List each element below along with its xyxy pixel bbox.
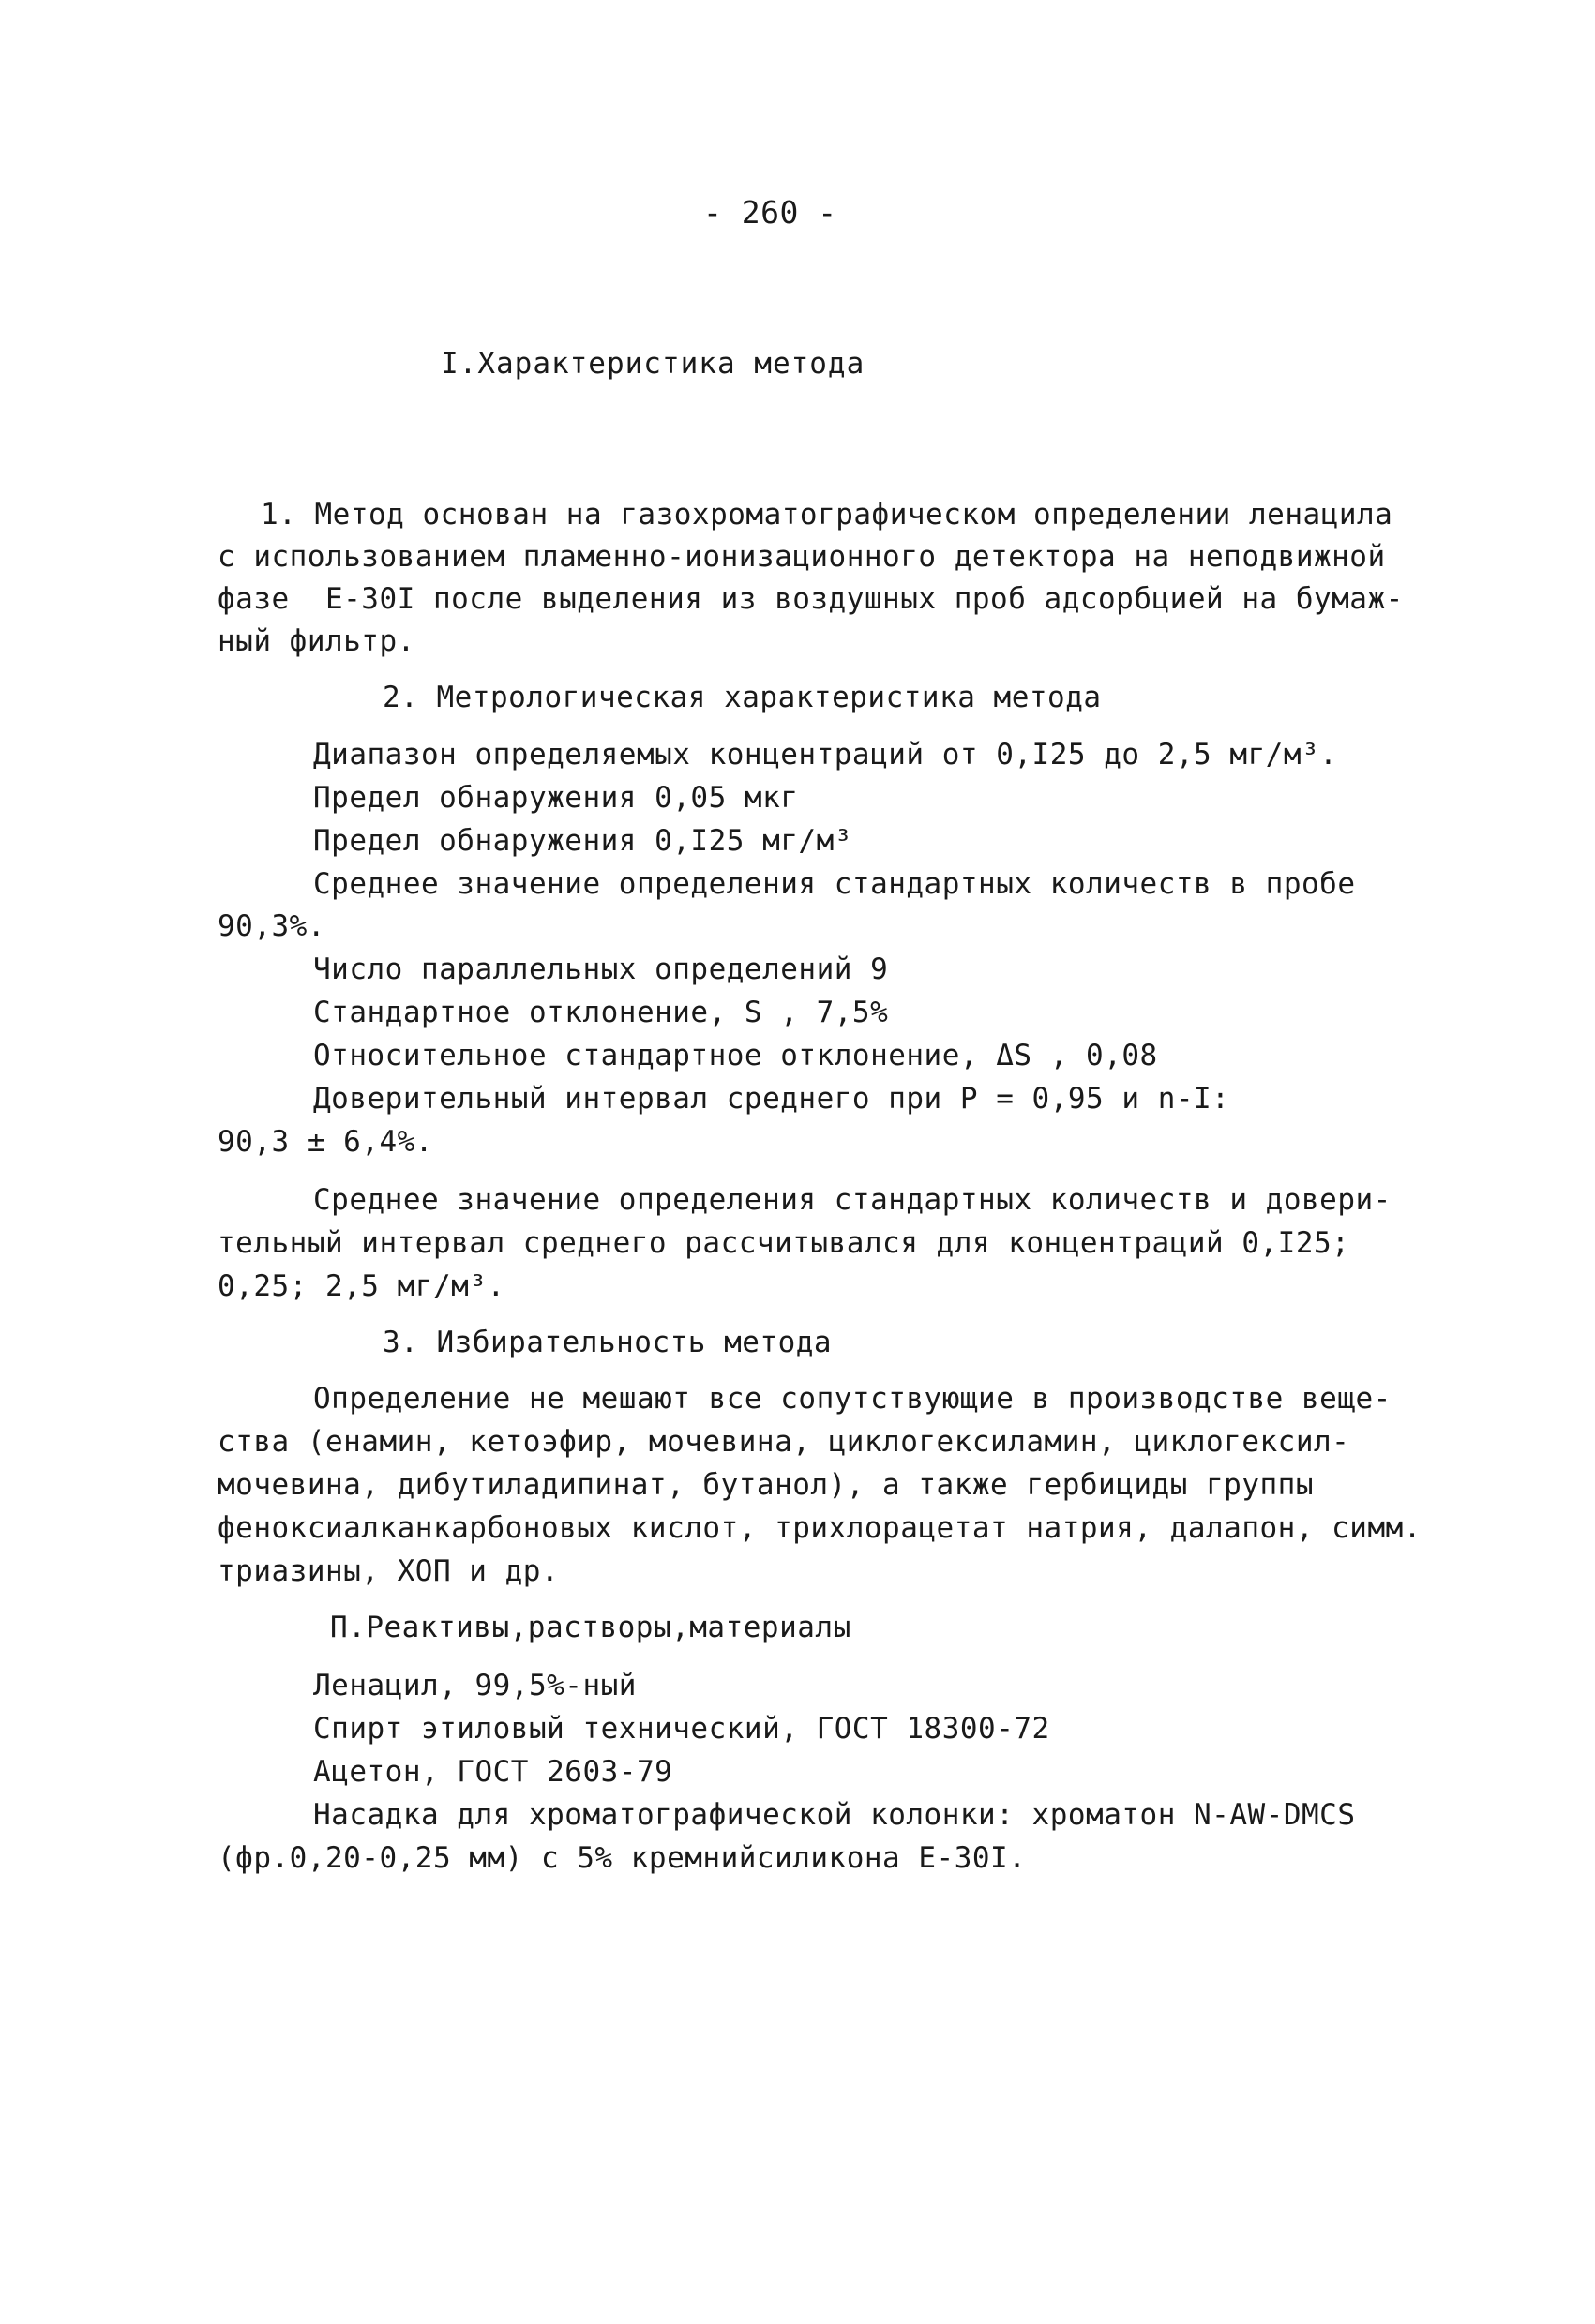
selectivity-line: мочевина, дибутиладипинат, бутанол), а также гербициды группы	[218, 1468, 1314, 1502]
metrology-line: 90,3%.	[218, 909, 325, 943]
mean-paragraph-line: Среднее значение определения стандартных количеств и довери-	[313, 1183, 1392, 1217]
reagent-line: Спирт этиловый технический, ГОСТ 18300-72	[313, 1712, 1050, 1746]
metrology-line: Предел обнаружения 0,05 мкг	[313, 781, 799, 815]
reagent-line: Ацетон, ГОСТ 2603-79	[313, 1755, 673, 1789]
metrology-line: Доверительный интервал среднего при P = 0,95 и n-I:	[313, 1082, 1230, 1116]
page-number: - 260 -	[703, 194, 837, 231]
paragraph-1-line: фазе Е-30I после выделения из воздушных проб адсорбцией на бумаж-	[218, 582, 1404, 616]
mean-paragraph-line: тельный интервал среднего рассчитывался для концентраций 0,I25;	[218, 1226, 1350, 1260]
subsection-2-title: 2. Метрологическая характеристика метода	[383, 681, 1102, 714]
mean-paragraph-line: 0,25; 2,5 мг/м³.	[218, 1269, 505, 1303]
metrology-line: 90,3 ± 6,4%.	[218, 1125, 433, 1159]
paragraph-1-line: ный фильтр.	[218, 624, 415, 658]
section-1-title: I.Характеристика метода	[441, 347, 865, 381]
reagent-line: (фр.0,20-0,25 мм) с 5% кремнийсиликона Е-30I.	[218, 1841, 1027, 1875]
selectivity-line: Определение не мешают все сопутствующие в производстве веще-	[313, 1382, 1392, 1416]
paragraph-1-line: 1. Метод основан на газохроматографическом определении ленацила	[261, 498, 1393, 532]
metrology-line: Стандартное отклонение, S , 7,5%	[313, 996, 889, 1029]
selectivity-line: феноксиалканкарбоновых кислот, трихлорацетат натрия, далапон, симм.	[218, 1511, 1422, 1545]
metrology-line: Диапазон определяемых концентраций от 0,I25 до 2,5 мг/м³.	[313, 738, 1338, 772]
metrology-line: Среднее значение определения стандартных количеств в пробе	[313, 867, 1356, 901]
selectivity-line: триазины, ХОП и др.	[218, 1554, 560, 1588]
metrology-line: Относительное стандартное отклонение, ΔS , 0,08	[313, 1039, 1158, 1072]
selectivity-line: ства (енамин, кетоэфир, мочевина, циклогексиламин, циклогексил-	[218, 1425, 1350, 1459]
reagent-line: Ленацил, 99,5%-ный	[313, 1669, 637, 1702]
reagent-line: Насадка для хроматографической колонки: хроматон N-AW-DMCS	[313, 1798, 1356, 1832]
subsection-3-title: 3. Избирательность метода	[383, 1326, 833, 1359]
metrology-line: Предел обнаружения 0,I25 мг/м³	[313, 824, 852, 858]
metrology-line: Число параллельных определений 9	[313, 952, 889, 986]
paragraph-1-line: с использованием пламенно-ионизационного детектора на неподвижной	[218, 540, 1386, 574]
section-2-title: П.Реактивы,растворы,материалы	[330, 1611, 851, 1644]
